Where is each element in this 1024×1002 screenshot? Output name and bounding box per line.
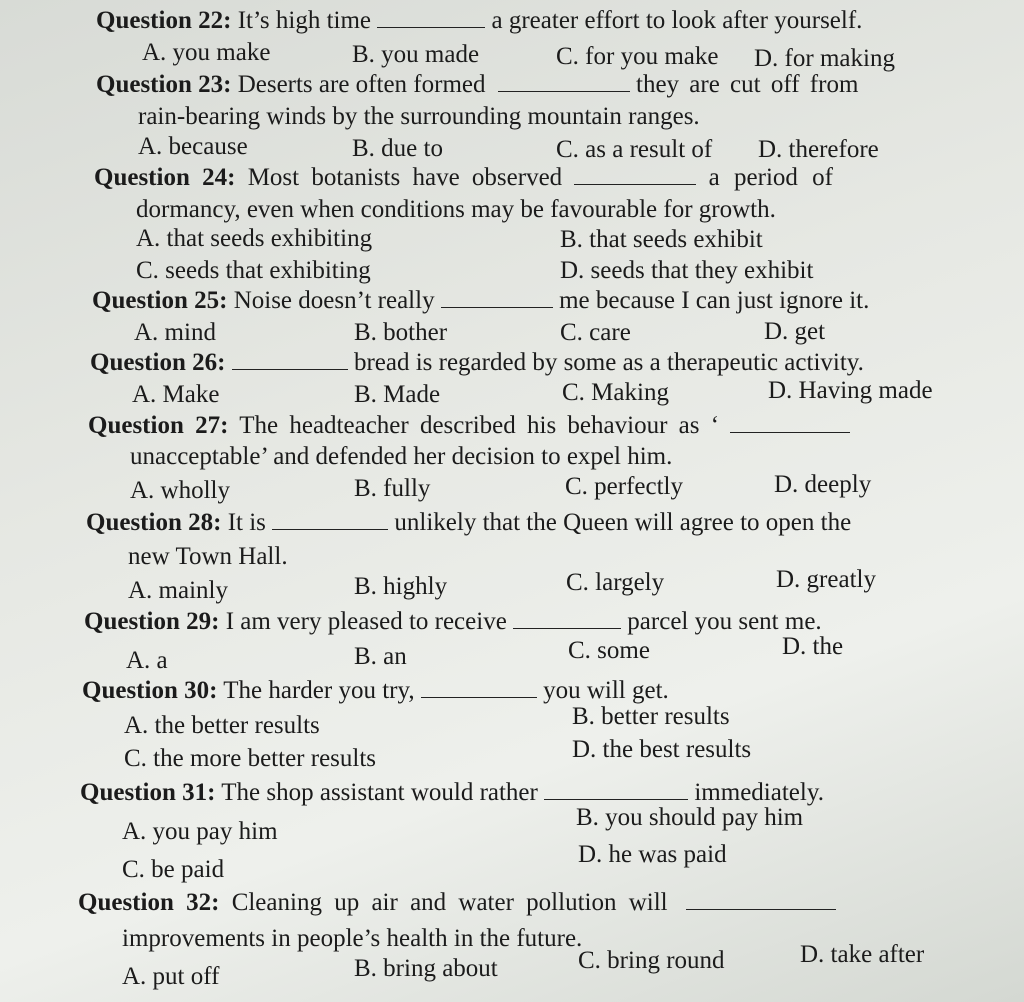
option-d[interactable]: D. for making (754, 45, 895, 72)
question-label: Question 28: (86, 509, 222, 536)
question-23-stem: Question 23: Deserts are often formed they are cut off from (96, 71, 859, 98)
answer-blank[interactable] (544, 779, 688, 800)
option-d[interactable]: D. take after (800, 941, 925, 968)
question-31-stem: Question 31: The shop assistant would rather immediately. (80, 779, 824, 806)
option-a[interactable]: A. Make (132, 381, 220, 408)
option-b[interactable]: B. due to (352, 135, 443, 162)
question-27-stem: Question 27: The headteacher described his behaviour as ‘ (88, 411, 850, 441)
answer-blank[interactable] (513, 608, 621, 629)
question-27-continuation: unacceptable’ and defended her decision to expel him. (130, 443, 673, 470)
option-c[interactable]: C. largely (566, 569, 665, 596)
option-c[interactable]: C. some (568, 637, 650, 664)
option-c[interactable]: C. seeds that exhibiting (136, 257, 371, 284)
answer-blank[interactable] (498, 71, 630, 92)
question-30-stem: Question 30: The harder you try, you will get. (82, 677, 669, 704)
question-label: Question 30: (82, 677, 218, 704)
question-29-stem: Question 29: I am very pleased to receive parcel you sent me. (84, 608, 822, 635)
answer-blank[interactable] (421, 677, 537, 698)
answer-blank[interactable] (232, 349, 348, 370)
option-a[interactable]: A. wholly (130, 477, 230, 504)
question-28-continuation: new Town Hall. (128, 543, 288, 570)
option-a[interactable]: A. that seeds exhibiting (136, 225, 373, 252)
option-c[interactable]: C. be paid (122, 856, 225, 883)
option-a[interactable]: A. the better results (124, 712, 320, 739)
option-b[interactable]: B. bother (354, 319, 448, 346)
answer-blank[interactable] (574, 164, 696, 185)
option-c[interactable]: C. Making (562, 379, 669, 406)
option-b[interactable]: B. highly (354, 573, 448, 600)
answer-blank[interactable] (441, 287, 553, 308)
question-label: Question 24: (94, 164, 236, 191)
option-a[interactable]: A. mainly (128, 577, 228, 604)
option-d[interactable]: D. the best results (572, 736, 752, 763)
option-d[interactable]: D. greatly (776, 566, 876, 593)
option-c[interactable]: C. care (560, 319, 631, 346)
answer-blank[interactable] (272, 509, 388, 530)
question-label: Question 23: (96, 71, 232, 98)
option-a[interactable]: A. a (126, 647, 168, 674)
question-22-stem: Question 22: It’s high time a greater effort to look after yourself. (96, 7, 863, 34)
answer-blank[interactable] (686, 889, 836, 910)
question-24-stem: Question 24: Most botanists have observed a period of (94, 164, 833, 191)
answer-blank[interactable] (377, 7, 485, 28)
option-d[interactable]: D. deeply (774, 471, 872, 498)
option-b[interactable]: B. bring about (354, 955, 498, 982)
option-b[interactable]: B. Made (354, 381, 441, 408)
question-32-continuation: improvements in people’s health in the future. (122, 925, 583, 952)
question-label: Question 27: (88, 412, 229, 439)
question-28-stem: Question 28: It is unlikely that the Queen will agree to open the (86, 509, 852, 536)
answer-blank[interactable] (730, 412, 850, 433)
option-a[interactable]: A. mind (134, 319, 216, 346)
question-label: Question 26: (90, 349, 226, 376)
option-d[interactable]: D. get (764, 318, 826, 345)
option-c[interactable]: C. for you make (556, 43, 719, 70)
option-b[interactable]: B. you made (352, 41, 480, 68)
question-32-stem: Question 32: Cleaning up air and water pollution will (78, 888, 836, 918)
option-d[interactable]: D. Having made (768, 377, 933, 404)
question-label: Question 32: (78, 889, 220, 916)
option-b[interactable]: B. that seeds exhibit (560, 226, 763, 253)
option-c[interactable]: C. bring round (578, 947, 725, 974)
option-d[interactable]: D. he was paid (578, 841, 727, 868)
option-b[interactable]: B. fully (354, 475, 431, 502)
option-b[interactable]: B. you should pay him (576, 804, 804, 831)
option-b[interactable]: B. an (354, 643, 407, 670)
question-24-continuation: dormancy, even when conditions may be favourable for growth. (136, 196, 776, 223)
option-a[interactable]: A. put off (122, 963, 220, 990)
option-b[interactable]: B. better results (572, 703, 730, 730)
question-label: Question 22: (96, 7, 232, 34)
question-26-stem: Question 26: bread is regarded by some as a therapeutic activity. (90, 349, 864, 376)
option-d[interactable]: D. therefore (758, 136, 879, 163)
option-a[interactable]: A. you pay him (122, 818, 278, 845)
option-d[interactable]: D. the (782, 633, 844, 660)
option-a[interactable]: A. because (138, 133, 248, 160)
question-23-continuation: rain-bearing winds by the surrounding mountain ranges. (138, 103, 700, 130)
option-d[interactable]: D. seeds that they exhibit (560, 257, 814, 284)
option-c[interactable]: C. as a result of (556, 136, 713, 163)
question-label: Question 31: (80, 779, 216, 806)
option-a[interactable]: A. you make (142, 39, 271, 66)
question-label: Question 29: (84, 608, 220, 635)
option-c[interactable]: C. perfectly (565, 473, 684, 500)
question-label: Question 25: (92, 287, 228, 314)
question-25-stem: Question 25: Noise doesn’t really me because I can just ignore it. (92, 287, 870, 314)
option-c[interactable]: C. the more better results (124, 745, 377, 772)
